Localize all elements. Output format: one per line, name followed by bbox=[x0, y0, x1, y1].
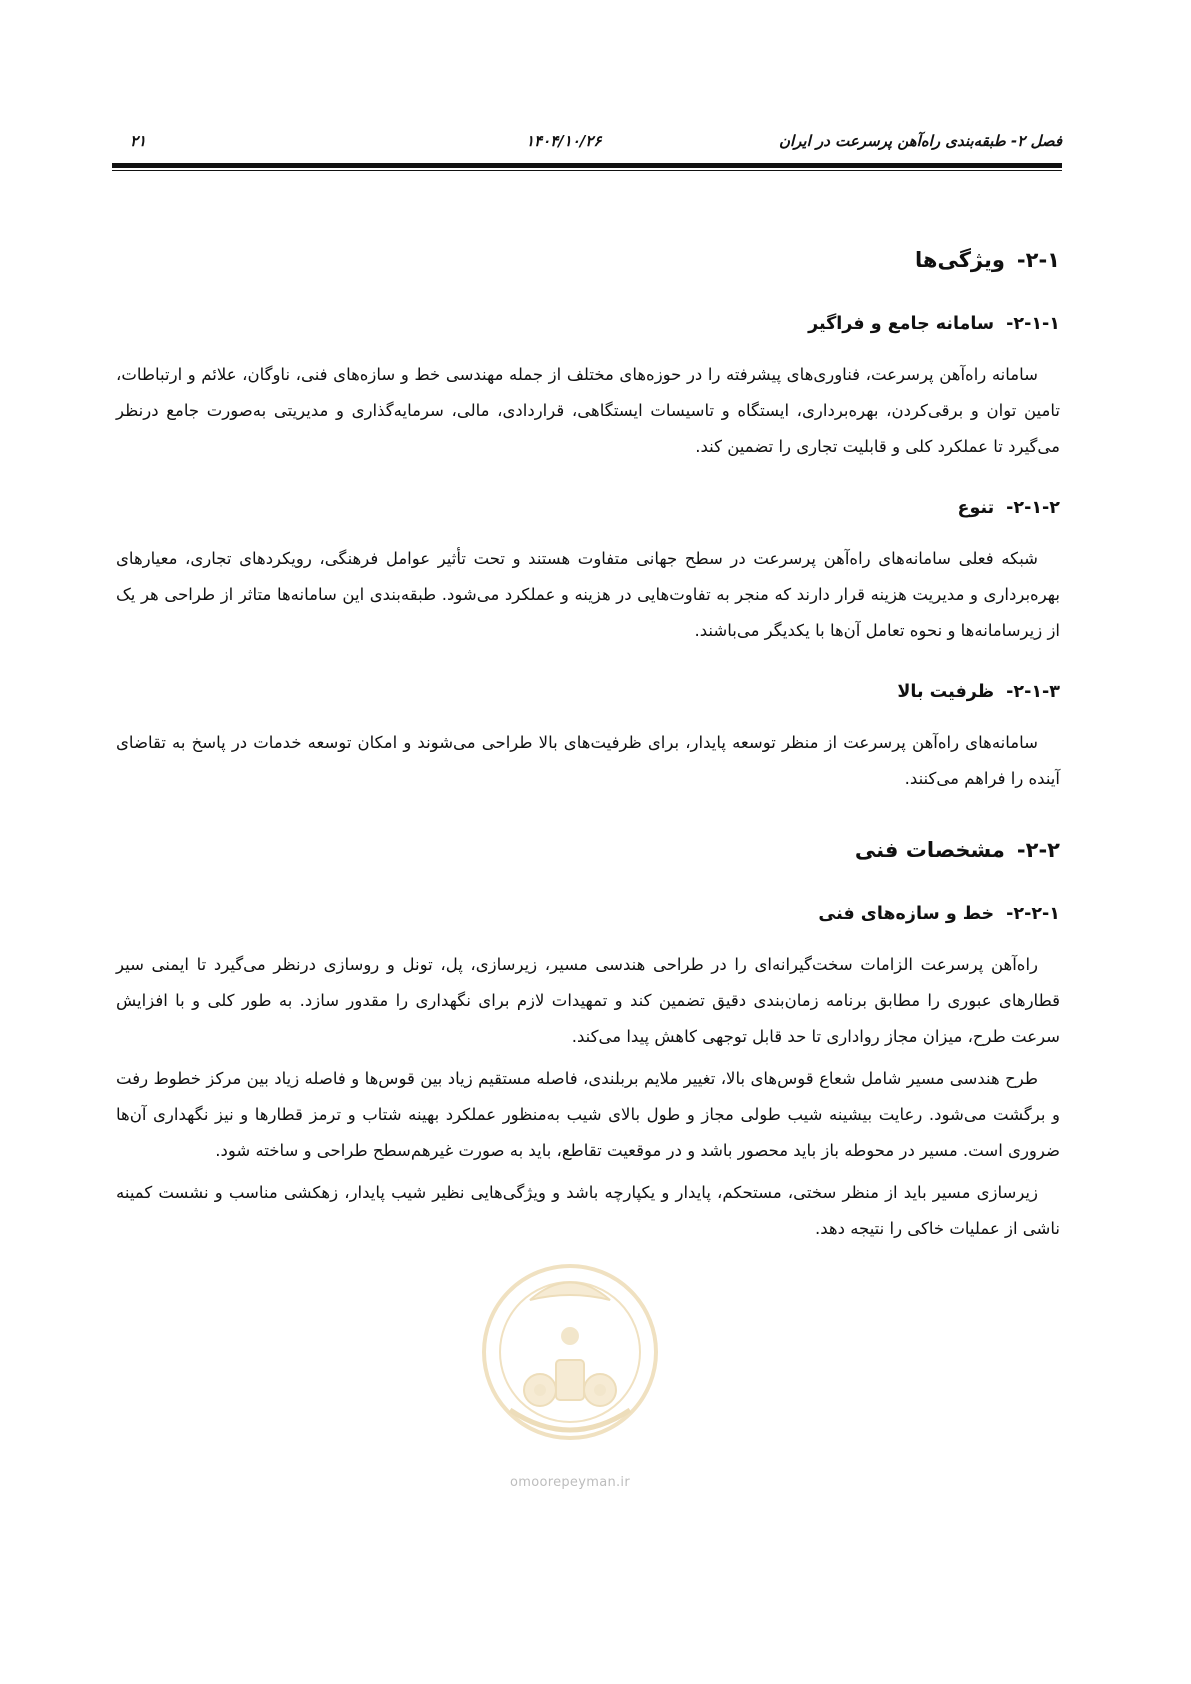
subsection-number: ۲-۱-۳- bbox=[1006, 682, 1060, 702]
header-rule-thick bbox=[112, 163, 1062, 168]
subsection-title: تنوع bbox=[957, 498, 995, 518]
section-heading bbox=[116, 835, 1060, 865]
subsection-heading bbox=[116, 495, 1060, 521]
running-header bbox=[112, 128, 1062, 158]
paragraph: سامانه راه‌آهن پرسرعت، فناوری‌های پیشرفته را در حوزه‌های مختلف از جمله مهندسی خط و سازه‌های فنی، ناوگان، علائم و ارتباطات، تامین توان و برقی‌کردن، بهره‌برداری، ایستگاه و تاسیسات ایستگاهی، قراردادی، مالی، سرمایه‌گذاری و مدیریتی به‌صورت جامع درنظر می‌گیرد تا عملکرد کلی و قابلیت تجاری را تضمین کند. bbox=[116, 365, 1060, 456]
subsection-title: ظرفیت بالا bbox=[897, 682, 995, 702]
subsection-heading bbox=[116, 901, 1060, 927]
watermark-seal-icon bbox=[470, 1240, 670, 1470]
section-title: مشخصات فنی bbox=[854, 838, 1005, 862]
paragraph: راه‌آهن پرسرعت الزامات سخت‌گیرانه‌ای را در طراحی هندسی مسیر، زیرسازی، پل، تونل و روسازی درنظر می‌گیرد تا ایمنی سیر قطارهای عبوری را مطابق برنامه زمان‌بندی دقیق تضمین کند و تمهیدات لازم برای نگهداری را مقدور سازد. به طور کلی و با افزایش سرعت طرح، میزان مجاز رواداری تا حد قابل توجهی کاهش پیدا می‌کند. bbox=[116, 955, 1060, 1046]
paragraph: شبکه فعلی سامانه‌های راه‌آهن پرسرعت در سطح جهانی متفاوت هستند و تحت تأثیر عوامل فرهنگی، رویکردهای تجاری، معیارهای بهره‌برداری و مدیریت هزینه قرار دارند که منجر به تفاوت‌هایی در هزینه و عملکرد می‌شود. طبقه‌بندی این سامانه‌ها متاثر از طراحی هر یک از زیرسامانه‌ها و نحوه تعامل آن‌ها با یکدیگر می‌باشند. bbox=[116, 549, 1060, 640]
subsection-heading bbox=[116, 679, 1060, 705]
subsection-number: ۲-۱-۱- bbox=[1006, 314, 1060, 334]
paragraph: طرح هندسی مسیر شامل شعاع قوس‌های بالا، تغییر ملایم بربلندی، فاصله مستقیم زیاد بین قوس‌ها و فاصله زیاد بین مرکز خطوط رفت و برگشت می‌شود. رعایت بیشینه شیب طولی مجاز و طول بالای شیب به‌منظور عملکرد بهینه شتاب و ترمز قطارها و نیز نگهداری آن‌ها ضروری است. مسیر در محوطه باز باید محصور باشد و در موقعیت تقاطع، باید به صورت غیرهم‌سطح طراحی و ساخته شود. bbox=[116, 1069, 1060, 1160]
paragraph: زیرسازی مسیر باید از منظر سختی، مستحکم، پایدار و یکپارچه باشد و ویژگی‌هایی نظیر شیب پایدار، زهکشی مناسب و نشست کمینه ناشی از عملیات خاکی را نتیجه دهد. bbox=[116, 1183, 1060, 1238]
subsection-number: ۲-۲-۱- bbox=[1006, 904, 1060, 924]
subsection-title: خط و سازه‌های فنی bbox=[818, 904, 995, 924]
section-heading bbox=[116, 245, 1060, 275]
chapter-title: فصل ۲- طبقه‌بندی راه‌آهن پرسرعت در ایران bbox=[778, 132, 1062, 150]
header-date: ۱۴۰۴/۱۰/۲۶ bbox=[526, 132, 602, 150]
header-rule-thin bbox=[112, 170, 1062, 171]
section-title: ویژگی‌ها bbox=[915, 248, 1005, 272]
watermark-url: omoorepeyman.ir bbox=[510, 1475, 630, 1490]
subsection-number: ۲-۱-۲- bbox=[1006, 498, 1060, 518]
subsection-heading bbox=[116, 311, 1060, 337]
page-body bbox=[116, 245, 1060, 1253]
section-number: ۲-۲- bbox=[1016, 838, 1060, 862]
subsection-title: سامانه جامع و فراگیر bbox=[808, 314, 995, 334]
page-number: ۲۱ bbox=[130, 132, 147, 150]
section-number: ۲-۱- bbox=[1016, 248, 1060, 272]
paragraph: سامانه‌های راه‌آهن پرسرعت از منظر توسعه پایدار، برای ظرفیت‌های بالا طراحی می‌شوند و امکان توسعه خدمات در پاسخ به تقاضای آینده را فراهم می‌کنند. bbox=[116, 733, 1060, 788]
